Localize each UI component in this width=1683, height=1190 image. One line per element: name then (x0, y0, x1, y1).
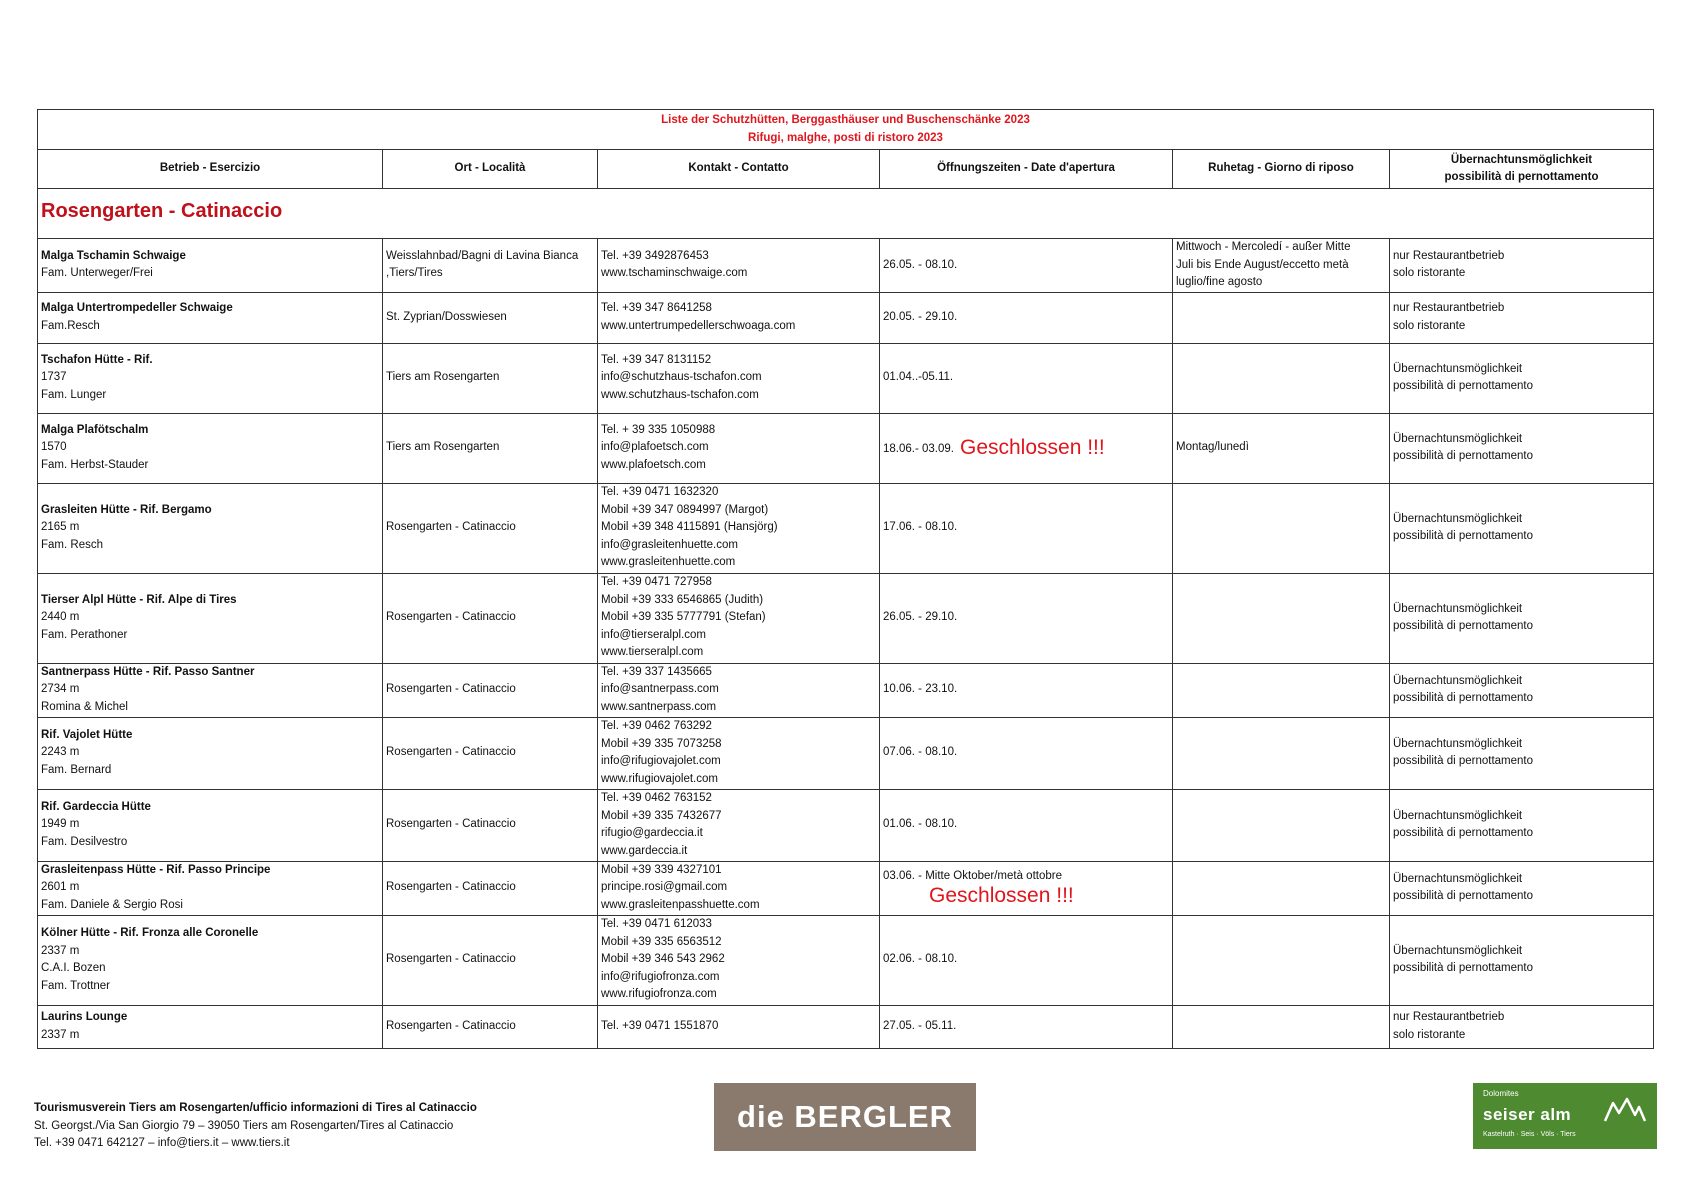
header-overnight-de: Übernachtunsmöglichkeit (1450, 153, 1593, 166)
overnight-line: Übernachtunsmöglichkeit (1393, 674, 1523, 687)
location-line: Tiers am Rosengarten (386, 441, 500, 454)
seiser-alm-name-text: seiser alm (1483, 1105, 1572, 1124)
opening-dates-cell (880, 861, 1173, 915)
header-row (38, 150, 1654, 189)
location-cell (383, 1005, 598, 1048)
overnight-line: possibilità di pernottamento (1393, 450, 1533, 462)
contact-line: info@grasleitenhuette.com (601, 538, 738, 551)
overnight-line: Übernachtunsmöglichkeit (1393, 362, 1523, 375)
opening-dates: 01.04..-05.11. (883, 371, 954, 384)
contact-line: Tel. + 39 335 1050988 (601, 423, 716, 436)
location-cell (383, 573, 598, 663)
rest-day-cell (1173, 292, 1390, 343)
seiser-alm-towns-text: Kastelruth · Seis · Völs · Tiers (1483, 1131, 1576, 1138)
table-row (38, 915, 1654, 1005)
opening-dates: 07.06. - 08.10. (883, 746, 958, 759)
huts-table (37, 109, 1654, 1049)
overnight-cell (1390, 343, 1654, 413)
overnight-cell (1390, 915, 1654, 1005)
opening-dates: 27.05. - 05.11. (883, 1019, 957, 1032)
location-line: Rosengarten - Catinaccio (386, 881, 516, 894)
location-cell (383, 343, 598, 413)
rest-day-line: luglio/fine agosto (1176, 276, 1263, 288)
contact-cell (598, 573, 880, 663)
die-bergler-logo (714, 1083, 976, 1151)
location-cell (383, 239, 598, 293)
contact-cell (598, 861, 880, 915)
establishment-name: Rif. Vajolet Hütte (41, 728, 133, 741)
location-line: Weisslahnbad/Bagni di Lavina Bianca (386, 249, 579, 262)
establishment-cell (38, 239, 383, 293)
establishment-name: Malga Plafötschalm (41, 423, 149, 436)
overnight-line: Übernachtunsmöglichkeit (1393, 512, 1523, 525)
overnight-cell (1390, 292, 1654, 343)
establishment-info: Fam. Lunger (41, 388, 107, 401)
location-cell (383, 861, 598, 915)
rest-day-cell (1173, 1005, 1390, 1048)
table-row (38, 413, 1654, 483)
establishment-info: Fam. Perathoner (41, 628, 128, 641)
location-cell (383, 915, 598, 1005)
footer-address-line: St. Georgst./Via San Giorgio 79 – 39050 Tiers am Rosengarten/Tires al Catinaccio (34, 1119, 454, 1132)
establishment-info: 1737 (41, 371, 67, 384)
establishment-cell (38, 573, 383, 663)
establishment-info: Fam. Daniele & Sergio Rosi (41, 898, 183, 911)
contact-cell (598, 239, 880, 293)
overnight-line: nur Restaurantbetrieb (1393, 302, 1505, 314)
location-line: Rosengarten - Catinaccio (386, 746, 516, 759)
contact-cell (598, 915, 880, 1005)
footer-org-name: Tourismusverein Tiers am Rosengarten/ufficio informazioni di Tires al Catinaccio (34, 1102, 477, 1114)
header-overnight-it: possibilità di pernottamento (1444, 171, 1599, 183)
footer-contact-line: Tel. +39 0471 642127 – info@tiers.it – www.tiers.it (34, 1137, 290, 1149)
rest-day-cell (1173, 717, 1390, 789)
contact-line: Tel. +39 0471 727958 (601, 576, 712, 589)
title-italian: Rifugi, malghe, posti di ristoro 2023 (748, 131, 943, 144)
contact-line: Mobil +39 333 6546865 (Judith) (601, 593, 764, 606)
location-cell (383, 789, 598, 861)
opening-dates: 18.06.- 03.09. (883, 443, 954, 456)
overnight-line: Übernachtunsmöglichkeit (1393, 432, 1523, 445)
rest-day-cell (1173, 915, 1390, 1005)
overnight-line: possibilità di pernottamento (1393, 380, 1533, 392)
location-line: Rosengarten - Catinaccio (386, 818, 516, 831)
overnight-cell (1390, 789, 1654, 861)
establishment-name: Malga Tschamin Schwaige (41, 249, 186, 262)
contact-line: info@santnerpass.com (601, 683, 719, 696)
establishment-info: Romina & Michel (41, 700, 128, 713)
overnight-cell (1390, 717, 1654, 789)
contact-cell (598, 343, 880, 413)
overnight-line: possibilità di pernottamento (1393, 890, 1533, 902)
location-line: Rosengarten - Catinaccio (386, 1019, 516, 1032)
overnight-line: possibilità di pernottamento (1393, 962, 1533, 974)
opening-dates-cell (880, 292, 1173, 343)
establishment-info: 2601 m (41, 881, 80, 894)
establishment-info: Fam. Resch (41, 538, 103, 551)
section-row (38, 189, 1654, 239)
overnight-line: nur Restaurantbetrieb (1393, 1011, 1505, 1023)
overnight-line: Übernachtunsmöglichkeit (1393, 737, 1523, 750)
contact-line: www.tierseralpl.com (601, 646, 704, 659)
location-cell (383, 292, 598, 343)
contact-line: www.gardeccia.it (601, 844, 688, 857)
opening-dates-cell (880, 915, 1173, 1005)
rest-day-cell (1173, 239, 1390, 293)
header-establishment: Betrieb - Esercizio (38, 150, 383, 189)
contact-line: info@plafoetsch.com (601, 441, 709, 454)
establishment-info: 2243 m (41, 746, 80, 759)
overnight-line: solo ristorante (1393, 319, 1466, 332)
contact-line: info@rifugiofronza.com (601, 970, 720, 983)
mountain-icon (1603, 1097, 1647, 1123)
table-row (38, 717, 1654, 789)
establishment-cell (38, 861, 383, 915)
location-line: ,Tiers/Tires (386, 267, 443, 280)
header-opening-dates: Öffnungszeiten - Date d'apertura (880, 150, 1173, 189)
opening-dates-cell (880, 789, 1173, 861)
opening-dates-cell (880, 717, 1173, 789)
rest-day-cell (1173, 343, 1390, 413)
location-line: Rosengarten - Catinaccio (386, 683, 516, 696)
overnight-line: possibilità di pernottamento (1393, 620, 1533, 632)
contact-cell (598, 483, 880, 573)
contact-line: www.schutzhaus-tschafon.com (601, 388, 759, 401)
overnight-line: solo ristorante (1393, 1028, 1466, 1041)
contact-line: Mobil +39 348 4115891 (Hansjörg) (601, 521, 778, 534)
rest-day-cell (1173, 483, 1390, 573)
establishment-cell (38, 413, 383, 483)
contact-line: info@rifugiovajolet.com (601, 755, 721, 767)
contact-line: www.untertrumpedellerschwoaga.com (601, 319, 796, 332)
contact-line: info@tierseralpl.com (601, 628, 706, 641)
overnight-line: Übernachtunsmöglichkeit (1393, 602, 1523, 615)
establishment-info: Fam. Bernard (41, 763, 112, 776)
rest-day-cell (1173, 789, 1390, 861)
establishment-cell (38, 343, 383, 413)
contact-line: www.rifugiofronza.com (601, 988, 717, 1001)
opening-dates-cell (880, 1005, 1173, 1048)
overnight-line: possibilità di pernottamento (1393, 530, 1533, 542)
contact-cell (598, 717, 880, 789)
location-cell (383, 717, 598, 789)
location-cell (383, 483, 598, 573)
seiser-alm-logo (1473, 1083, 1657, 1149)
opening-dates: 26.05. - 29.10. (883, 611, 958, 624)
contact-line: Tel. +39 347 8131152 (601, 353, 712, 366)
overnight-cell (1390, 483, 1654, 573)
opening-dates-cell (880, 413, 1173, 483)
contact-line: www.santnerpass.com (601, 700, 717, 713)
table-row (38, 292, 1654, 343)
location-line: Rosengarten - Catinaccio (386, 611, 516, 624)
establishment-cell (38, 1005, 383, 1048)
establishment-info: Fam. Trottner (41, 979, 111, 992)
die-bergler-logo-text: die BERGLER (737, 1099, 953, 1134)
section-title-cell (38, 189, 1654, 239)
establishment-info: 2165 m (41, 521, 80, 534)
rest-day-line: Montag/lunedì (1176, 441, 1249, 454)
table-row (38, 1005, 1654, 1048)
overnight-line: possibilità di pernottamento (1393, 692, 1533, 704)
document-title (38, 110, 1654, 150)
table-row (38, 239, 1654, 293)
table-row (38, 343, 1654, 413)
establishment-name: Tierser Alpl Hütte - Rif. Alpe di Tires (41, 593, 237, 606)
overnight-line: possibilità di pernottamento (1393, 827, 1533, 839)
contact-line: www.tschaminschwaige.com (601, 267, 748, 280)
overnight-line: solo ristorante (1393, 267, 1466, 280)
rest-day-cell (1173, 663, 1390, 717)
establishment-name: Kölner Hütte - Rif. Fronza alle Coronelle (41, 927, 259, 939)
opening-dates: 10.06. - 23.10. (883, 683, 958, 696)
contact-line: principe.rosi@gmail.com (601, 881, 728, 894)
document-sheet (37, 109, 1653, 1049)
establishment-info: Fam. Desilvestro (41, 835, 128, 848)
rest-day-cell (1173, 413, 1390, 483)
title-row (38, 110, 1654, 150)
contact-line: Tel. +39 347 8641258 (601, 302, 712, 314)
location-cell (383, 663, 598, 717)
overnight-cell (1390, 239, 1654, 293)
rest-day-cell (1173, 861, 1390, 915)
establishment-cell (38, 915, 383, 1005)
overnight-cell (1390, 573, 1654, 663)
establishment-name: Laurins Lounge (41, 1011, 128, 1023)
opening-dates: 01.06. - 08.10. (883, 818, 958, 831)
location-line: Tiers am Rosengarten (386, 371, 500, 384)
table-row (38, 789, 1654, 861)
establishment-info: 1949 m (41, 818, 80, 831)
establishment-name: Rif. Gardeccia Hütte (41, 800, 151, 813)
opening-dates: 26.05. - 08.10. (883, 258, 958, 271)
establishment-info: C.A.I. Bozen (41, 962, 106, 974)
location-cell (383, 413, 598, 483)
section-title: Rosengarten - Catinaccio (41, 200, 283, 223)
overnight-line: Übernachtunsmöglichkeit (1393, 872, 1523, 885)
establishment-info: 2440 m (41, 611, 80, 624)
establishment-name: Santnerpass Hütte - Rif. Passo Santner (41, 665, 255, 678)
title-german: Liste der Schutzhütten, Berggasthäuser und Buschenschänke 2023 (661, 114, 1030, 126)
establishment-info: 2337 m (41, 1028, 80, 1041)
contact-line: Tel. +39 0462 763292 (601, 720, 712, 732)
establishment-cell (38, 483, 383, 573)
overnight-line: possibilità di pernottamento (1393, 755, 1533, 767)
rest-day-line: Juli bis Ende August/eccetto metà (1176, 258, 1349, 271)
header-rest-day: Ruhetag - Giorno di riposo (1173, 150, 1390, 189)
footer-address (34, 1100, 477, 1153)
contact-line: Mobil +39 335 6563512 (601, 935, 722, 948)
contact-line: info@schutzhaus-tschafon.com (601, 371, 762, 384)
table-row (38, 573, 1654, 663)
opening-dates-cell (880, 663, 1173, 717)
table-row (38, 861, 1654, 915)
opening-dates-cell (880, 343, 1173, 413)
contact-line: Mobil +39 335 7432677 (601, 809, 722, 822)
establishment-name: Grasleiten Hütte - Rif. Bergamo (41, 503, 212, 516)
contact-cell (598, 1005, 880, 1048)
contact-line: Tel. +39 3492876453 (601, 249, 709, 262)
opening-dates-cell (880, 483, 1173, 573)
rest-day-line: Mittwoch - Mercoledí - außer Mitte (1176, 241, 1351, 253)
contact-line: Tel. +39 0471 612033 (601, 918, 712, 931)
contact-line: www.rifugiovajolet.com (601, 772, 718, 785)
contact-line: www.plafoetsch.com (601, 458, 706, 471)
establishment-info: 2734 m (41, 683, 80, 696)
contact-line: Tel. +39 0471 1632320 (601, 486, 719, 499)
overnight-cell (1390, 861, 1654, 915)
contact-cell (598, 292, 880, 343)
location-line: Rosengarten - Catinaccio (386, 953, 516, 966)
opening-dates-cell (880, 573, 1173, 663)
contact-line: www.grasleitenpasshuette.com (601, 898, 760, 911)
contact-cell (598, 789, 880, 861)
contact-cell (598, 413, 880, 483)
opening-dates: 03.06. - Mitte Oktober/metà ottobre (883, 869, 1062, 882)
header-contact: Kontakt - Contatto (598, 150, 880, 189)
opening-dates: 02.06. - 08.10. (883, 953, 958, 966)
establishment-name: Grasleitenpass Hütte - Rif. Passo Principe (41, 863, 271, 876)
table-row (38, 483, 1654, 573)
contact-line: Mobil +39 339 4327101 (601, 863, 722, 876)
establishment-info: 1570 (41, 441, 67, 454)
contact-line: Mobil +39 347 0894997 (Margot) (601, 503, 769, 516)
establishment-info: Fam. Unterweger/Frei (41, 267, 153, 280)
header-location: Ort - Località (383, 150, 598, 189)
establishment-cell (38, 717, 383, 789)
establishment-cell (38, 663, 383, 717)
opening-dates: 17.06. - 08.10. (883, 521, 958, 534)
contact-line: Mobil +39 335 7073258 (601, 737, 722, 750)
closed-notice: Geschlossen !!! (929, 884, 1074, 907)
contact-line: Tel. +39 0462 763152 (601, 792, 712, 804)
table-row (38, 663, 1654, 717)
location-line: St. Zyprian/Dosswiesen (386, 310, 507, 323)
establishment-cell (38, 292, 383, 343)
location-line: Rosengarten - Catinaccio (386, 521, 516, 534)
closed-notice: Geschlossen !!! (959, 436, 1105, 460)
contact-line: rifugio@gardeccia.it (601, 827, 703, 839)
opening-dates-cell (880, 239, 1173, 293)
seiser-alm-dolomites-text: Dolomites (1483, 1089, 1519, 1098)
establishment-cell (38, 789, 383, 861)
overnight-line: nur Restaurantbetrieb (1393, 249, 1505, 262)
establishment-name: Tschafon Hütte - Rif. (41, 353, 153, 366)
overnight-cell (1390, 413, 1654, 483)
establishment-info: Fam.Resch (41, 319, 100, 332)
contact-line: Mobil +39 346 543 2962 (601, 953, 725, 966)
contact-line: Mobil +39 335 5777791 (Stefan) (601, 611, 766, 624)
overnight-line: Übernachtunsmöglichkeit (1393, 809, 1523, 822)
establishment-info: Fam. Herbst-Stauder (41, 458, 149, 471)
header-overnight (1390, 150, 1654, 189)
contact-line: Tel. +39 0471 1551870 (601, 1019, 719, 1032)
contact-cell (598, 663, 880, 717)
contact-line: www.grasleitenhuette.com (601, 556, 736, 569)
rest-day-cell (1173, 573, 1390, 663)
overnight-line: Übernachtunsmöglichkeit (1393, 944, 1523, 957)
overnight-cell (1390, 663, 1654, 717)
opening-dates: 20.05. - 29.10. (883, 310, 958, 323)
establishment-name: Malga Untertrompedeller Schwaige (41, 302, 233, 314)
establishment-info: 2337 m (41, 944, 80, 957)
overnight-cell (1390, 1005, 1654, 1048)
contact-line: Tel. +39 337 1435665 (601, 665, 712, 678)
